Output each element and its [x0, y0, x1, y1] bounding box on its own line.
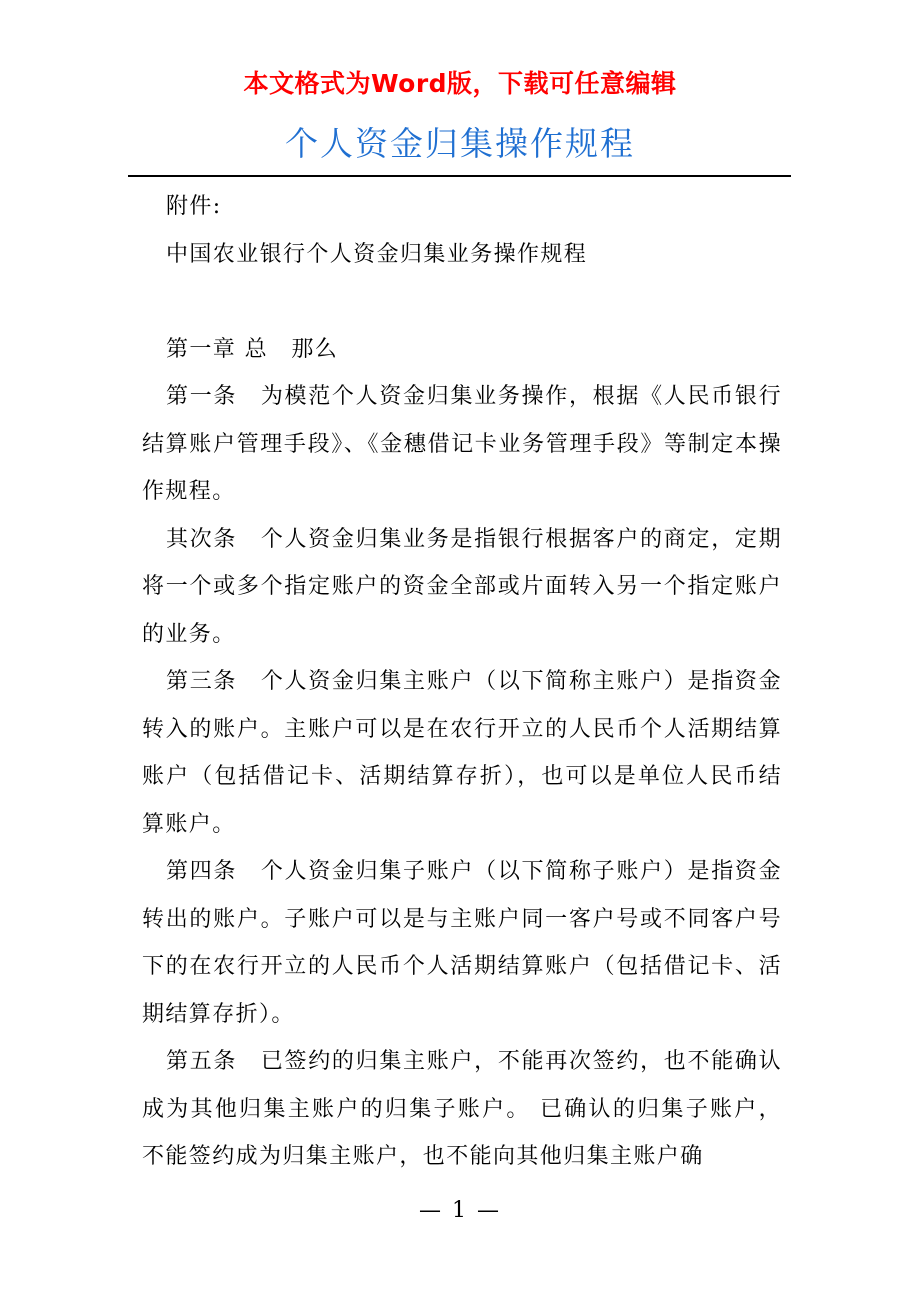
article-1: 第一条 为模范个人资金归集业务操作，根据《人民币银行结算账户管理手段》、《金穗借记卡业务管理手段》等制定本操作规程。 — [142, 384, 782, 504]
document-title: 个人资金归集操作规程 — [285, 124, 635, 163]
article-4: 第四条 个人资金归集子账户（以下简称子账户）是指资金转出的账户。子账户可以是与主账户同一客户号或不同客户号下的在农行开立的人民币个人活期结算账户（包括借记卡、活期结算存折）。 — [142, 859, 782, 1027]
chapter-heading: 第一章 总 那么 — [166, 336, 339, 362]
document-body — [142, 183, 782, 1181]
title-divider — [128, 175, 791, 177]
article-5: 第五条 已签约的归集主账户，不能再次签约，也不能确认成为其他归集主账户的归集子账户。 已确认的归集子账户，不能签约成为归集主账户，也不能向其他归集主账户确 — [142, 1049, 782, 1169]
attachment-label: 附件: — [166, 194, 222, 219]
article-3: 第三条 个人资金归集主账户（以下简称主账户）是指资金转入的账户。主账户可以是在农行开立的人民币个人活期结算账户（包括借记卡、活期结算存折），也可以是单位人民币结算账户。 — [142, 669, 782, 837]
blank-line — [142, 278, 782, 326]
regulation-subtitle: 中国农业银行个人资金归集业务操作规程 — [166, 241, 588, 267]
page-number: — 1 — — [419, 1198, 501, 1223]
article-2: 其次条 个人资金归集业务是指银行根据客户的商定，定期将一个或多个指定账户的资金全部或片面转入另一个指定账户的业务。 — [142, 526, 782, 647]
word-format-banner: 本文格式为Word版，下载可任意编辑 — [243, 69, 677, 98]
